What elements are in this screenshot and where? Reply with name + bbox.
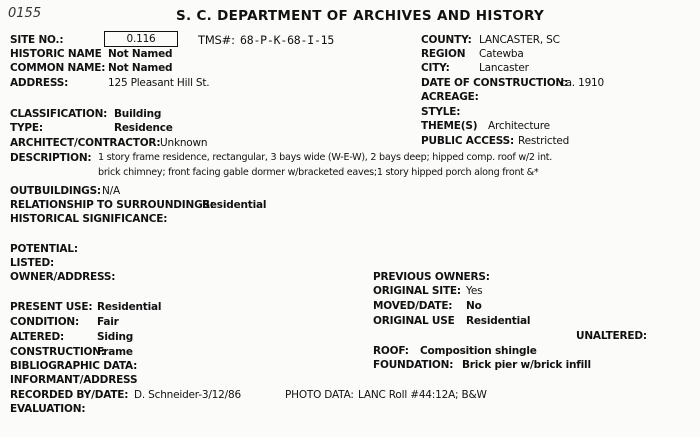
moved-date-value: No <box>466 300 482 312</box>
previous-owners-label: PREVIOUS OWNERS: <box>373 271 490 283</box>
address-value: 125 Pleasant Hill St. <box>108 77 210 89</box>
classification-value: Building <box>114 108 162 120</box>
outbuildings-value: N/A <box>102 185 120 197</box>
present-use-value: Residential <box>97 301 162 313</box>
owner-address-label: OWNER/ADDRESS: <box>10 271 116 283</box>
architect-label: ARCHITECT/CONTRACTOR: <box>10 137 161 149</box>
recorded-by-label: RECORDED BY/DATE: <box>10 389 129 401</box>
architect-value: Unknown <box>160 137 208 149</box>
recorded-by-value: D. Schneider-3/12/86 <box>134 389 241 401</box>
theme-value: Architecture <box>488 120 550 132</box>
region-label: REGION <box>421 48 466 60</box>
outbuildings-label: OUTBUILDINGS: <box>10 185 101 197</box>
county-value: LANCASTER, SC <box>479 34 560 46</box>
tms-value: 68-P-K-68-I-15 <box>240 33 335 47</box>
original-use-value: Residential <box>466 315 531 327</box>
site-no-value: 0.116 <box>104 31 178 47</box>
altered-label: ALTERED: <box>10 331 64 343</box>
city-value: Lancaster <box>479 62 529 74</box>
roof-value: Composition shingle <box>420 345 537 357</box>
condition-label: CONDITION: <box>10 316 80 328</box>
description-line-1: 1 story frame residence, rectangular, 3 bays wide (W-E-W), 2 bays deep; hipped comp. roof w/2 int. <box>98 152 553 163</box>
description-line-2: brick chimney; front facing gable dormer w/bracketed eaves;1 story hipped porch along front &* <box>98 167 539 178</box>
photo-data-label: PHOTO DATA: <box>285 389 354 401</box>
roof-label: ROOF: <box>373 345 409 357</box>
potential-label: POTENTIAL: <box>10 243 78 255</box>
classification-label: CLASSIFICATION: <box>10 108 108 120</box>
common-name-label: COMMON NAME: <box>10 62 106 74</box>
photo-data-value: LANC Roll #44:12A; B&W <box>358 389 487 401</box>
date-of-construction-label: DATE OF CONSTRUCTION: <box>421 77 569 89</box>
style-label: STYLE: <box>421 106 461 118</box>
foundation-value: Brick pier w/brick infill <box>462 359 591 371</box>
type-value: Residence <box>114 122 173 134</box>
moved-date-label: MOVED/DATE: <box>373 300 453 312</box>
county-label: COUNTY: <box>421 34 472 46</box>
public-access-label: PUBLIC ACCESS: <box>421 135 514 147</box>
unaltered-label: UNALTERED: <box>576 330 647 342</box>
site-no-label: SITE NO.: <box>10 34 64 46</box>
present-use-label: PRESENT USE: <box>10 301 93 313</box>
listed-label: LISTED: <box>10 257 55 269</box>
historical-significance-label: HISTORICAL SIGNIFICANCE: <box>10 213 168 225</box>
address-label: ADDRESS: <box>10 77 69 89</box>
informant-label: INFORMANT/ADDRESS <box>10 374 138 386</box>
common-name-value: Not Named <box>108 62 173 74</box>
tms-label: TMS#: <box>198 33 235 47</box>
date-of-construction-value: ca. 1910 <box>560 77 605 89</box>
altered-value: Siding <box>97 331 134 343</box>
original-use-label: ORIGINAL USE <box>373 315 455 327</box>
type-label: TYPE: <box>10 122 43 134</box>
acreage-label: ACREAGE: <box>421 91 479 103</box>
historic-name-value: Not Named <box>108 48 173 60</box>
foundation-label: FOUNDATION: <box>373 359 454 371</box>
original-site-label: ORIGINAL SITE: <box>373 285 461 297</box>
evaluation-label: EVALUATION: <box>10 403 86 415</box>
relationship-value: Residential <box>202 199 267 211</box>
original-site-value: Yes <box>466 285 483 297</box>
construction-label: CONSTRUCTION: <box>10 346 105 358</box>
condition-value: Fair <box>97 316 119 328</box>
historic-name-label: HISTORIC NAME <box>10 48 102 60</box>
city-label: CITY: <box>421 62 450 74</box>
handwritten-card-number: 0155 <box>8 6 42 21</box>
description-label: DESCRIPTION: <box>10 152 92 164</box>
card-title: S. C. DEPARTMENT OF ARCHIVES AND HISTORY <box>176 8 545 24</box>
bibliographic-label: BIBLIOGRAPHIC DATA: <box>10 360 138 372</box>
relationship-label: RELATIONSHIP TO SURROUNDINGS: <box>10 199 214 211</box>
construction-value: Frame <box>97 346 133 358</box>
public-access-value: Restricted <box>518 135 570 147</box>
theme-label: THEME(S) <box>421 120 478 132</box>
region-value: Catewba <box>479 48 524 60</box>
